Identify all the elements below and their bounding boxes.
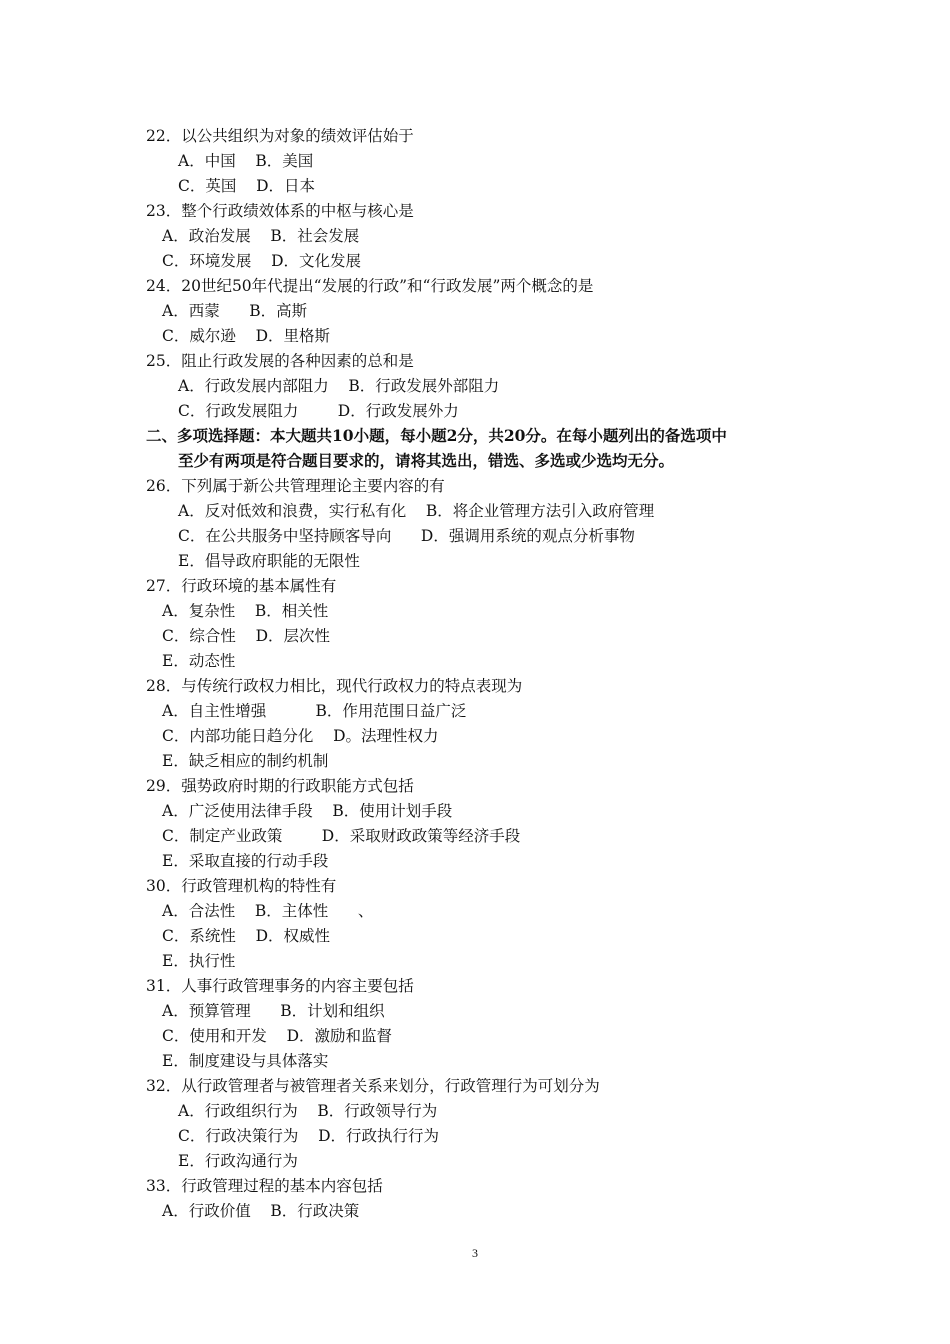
question-text-line: A．广泛使用法律手段 B．使用计划手段 xyxy=(162,802,453,820)
question-text-line: C．环境发展 D．文化发展 xyxy=(162,252,361,270)
question-text-line: E．动态性 xyxy=(162,652,236,670)
question-text-line: 27．行政环境的基本属性有 xyxy=(146,577,337,595)
question-text-line: 32．从行政管理者与被管理者关系来划分，行政管理行为可划分为 xyxy=(146,1077,600,1095)
question-text-line: 25．阻止行政发展的各种因素的总和是 xyxy=(146,352,414,370)
question-text-line: C．行政决策行为 D．行政执行行为 xyxy=(178,1127,439,1145)
question-text-line: 23．整个行政绩效体系的中枢与核心是 xyxy=(146,202,414,220)
question-text-line: 24．20世纪50年代提出“发展的行政”和“行政发展”两个概念的是 xyxy=(146,277,594,295)
question-text-line: 33．行政管理过程的基本内容包括 xyxy=(146,1177,383,1195)
question-text-line: A．政治发展 B．社会发展 xyxy=(162,227,360,245)
question-text-line: C．制定产业政策 D．采取财政政策等经济手段 xyxy=(162,827,521,845)
question-text-line: E．采取直接的行动手段 xyxy=(162,852,329,870)
question-text-line: A．行政组织行为 B．行政领导行为 xyxy=(178,1102,438,1120)
question-text-line: A．自主性增强 B．作用范围日益广泛 xyxy=(162,702,467,720)
question-text-line: A．合法性 B．主体性 、 xyxy=(162,902,374,920)
question-text-line: C．综合性 D．层次性 xyxy=(162,627,330,645)
section-heading-line: 至少有两项是符合题目要求的，请将其选出，错选、多选或少选均无分。 xyxy=(178,451,675,470)
question-text-line: A．行政价值 B．行政决策 xyxy=(162,1202,360,1220)
question-text-line: E．行政沟通行为 xyxy=(178,1152,298,1170)
question-text-line: A．西蒙 B．高斯 xyxy=(162,302,308,320)
question-text-line: 29．强势政府时期的行政职能方式包括 xyxy=(146,777,414,795)
question-text-line: A．预算管理 B．计划和组织 xyxy=(162,1002,385,1020)
question-text-line: A．复杂性 B．相关性 xyxy=(162,602,329,620)
question-text-line: 28．与传统行政权力相比，现代行政权力的特点表现为 xyxy=(146,677,523,695)
question-text-line: C．威尔逊 D．里格斯 xyxy=(162,327,330,345)
question-text-line: E．执行性 xyxy=(162,952,236,970)
question-text-line: 30．行政管理机构的特性有 xyxy=(146,877,337,895)
question-text-line: A．中国 B．美国 xyxy=(178,152,314,170)
question-text-line: C．使用和开发 D．激励和监督 xyxy=(162,1027,392,1045)
question-text-line: C．内部功能日趋分化 D。法理性权力 xyxy=(162,727,439,745)
question-text-line: A．反对低效和浪费，实行私有化 B．将企业管理方法引入政府管理 xyxy=(178,502,655,520)
question-text-line: C．系统性 D．权威性 xyxy=(162,927,330,945)
question-text-line: C．在公共服务中坚持顾客导向 D．强调用系统的观点分析事物 xyxy=(178,527,635,545)
page-number: 3 xyxy=(472,1246,478,1260)
question-text-line: 22．以公共组织为对象的绩效评估始于 xyxy=(146,127,414,145)
question-text-line: E．制度建设与具体落实 xyxy=(162,1052,329,1070)
question-text-line: E．倡导政府职能的无限性 xyxy=(178,552,360,570)
question-text-line: 26．下列属于新公共管理理论主要内容的有 xyxy=(146,477,445,495)
question-text-line: C．英国 D．日本 xyxy=(178,177,315,195)
question-text-line: A．行政发展内部阻力 B．行政发展外部阻力 xyxy=(178,377,500,395)
section-heading-line: 二、多项选择题：本大题共10小题，每小题2分，共20分。在每小题列出的备选项中 xyxy=(146,426,727,445)
question-text-line: C．行政发展阻力 D．行政发展外力 xyxy=(178,402,459,420)
question-text-line: E．缺乏相应的制约机制 xyxy=(162,752,329,770)
question-text-line: 31．人事行政管理事务的内容主要包括 xyxy=(146,977,414,995)
